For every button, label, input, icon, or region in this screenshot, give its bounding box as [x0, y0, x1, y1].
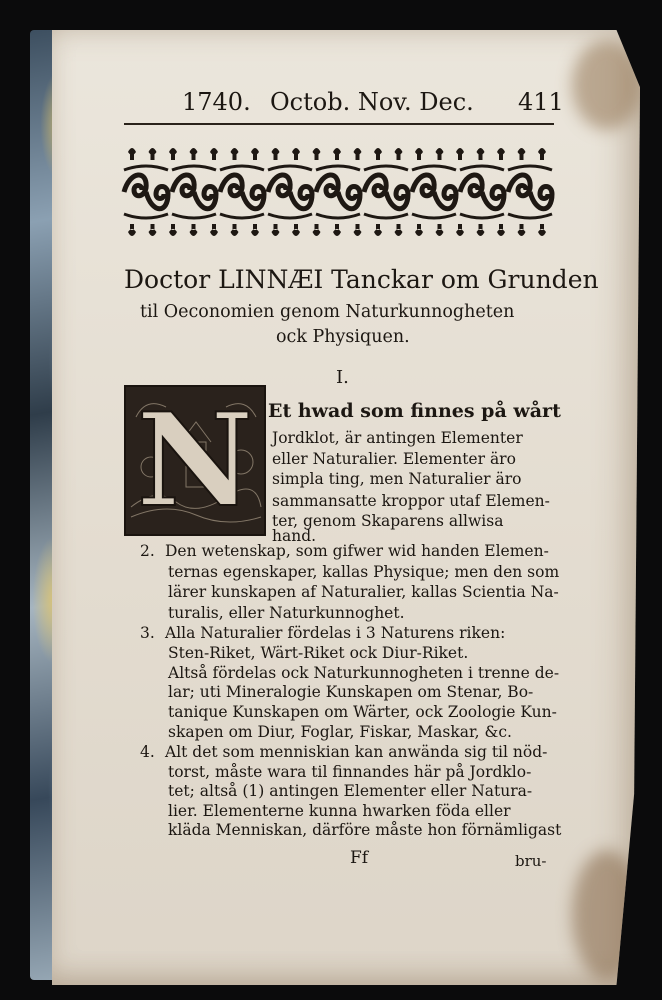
- item-line: Sten-Riket, Wärt-Riket ock Diur-Riket.: [168, 643, 469, 662]
- item-number: 2.: [140, 542, 155, 560]
- paragraph-1-line: eller Naturalier. Elementer äro: [272, 450, 516, 468]
- woodcut-initial: [124, 385, 266, 536]
- paragraph-1-line: sammansatte kroppor utaf Elemen-: [272, 492, 550, 510]
- paragraph-1-line: Et hwad som finnes på wårt: [268, 400, 561, 422]
- article-title-line2: til Oeconomien genom Naturkunnogheten: [140, 302, 515, 322]
- header-months: Octob. Nov. Dec.: [270, 88, 474, 116]
- item-line: Altså fördelas ock Naturkunnogheten i trenne de-: [168, 663, 560, 682]
- item-number: 3.: [140, 624, 155, 642]
- item-line: torst, måste wara til finnandes här på Jordklo-: [168, 762, 532, 781]
- item-line: Alla Naturalier fördelas i 3 Naturens riken:: [165, 624, 506, 642]
- drop-cap-letter: N: [136, 387, 254, 534]
- article-title-line3: ock Physiquen.: [276, 327, 410, 347]
- item-line: kläda Menniskan, därföre måste hon förnämligast: [168, 821, 562, 839]
- article-title-line1: Doctor LINNÆI Tanckar om Grunden: [124, 265, 599, 294]
- item-line: Alt det som menniskian kan anwända sig til nöd-: [165, 743, 548, 761]
- page-number: 411: [518, 88, 564, 116]
- running-header: [120, 88, 564, 128]
- header-year: 1740.: [182, 88, 251, 116]
- item-line: lier. Elementerne kunna hwarken föda eller: [168, 801, 511, 820]
- item-line: skapen om Diur, Foglar, Fiskar, Maskar, &c.: [168, 723, 512, 741]
- item-number: 4.: [140, 743, 155, 761]
- item-line: turalis, eller Naturkunnoghet.: [168, 603, 405, 622]
- header-rule: [124, 123, 554, 125]
- catchword: bru-: [515, 852, 547, 870]
- ornament-band: [120, 140, 555, 245]
- page-stain: [572, 850, 642, 980]
- item-line: tet; altså (1) antingen Elementer eller Natura-: [168, 782, 533, 800]
- item-line: Den wetenskap, som gifwer wid handen Elemen-: [165, 542, 549, 560]
- item-line: ternas egenskaper, kallas Physique; men den som: [168, 562, 560, 581]
- paragraph-1-line: ter, genom Skaparens allwisa: [272, 512, 504, 530]
- paragraph-1-line: hand.: [272, 527, 317, 545]
- item-line: lärer kunskapen af Naturalier, kallas Scientia Na-: [168, 583, 559, 601]
- item-line: lar; uti Mineralogie Kunskapen om Stenar, Bo-: [168, 683, 534, 702]
- item-line: tanique Kunskapen om Wärter, ock Zoologie Kun-: [168, 703, 557, 722]
- section-number: I.: [336, 367, 349, 388]
- woodcut-image: [126, 387, 264, 534]
- paragraph-1-line: Jordklot, är antingen Elementer: [272, 429, 523, 447]
- paragraph-1-line: simpla ting, men Naturalier äro: [272, 470, 522, 488]
- page-stain: [572, 40, 642, 130]
- signature-mark: Ff: [350, 848, 369, 868]
